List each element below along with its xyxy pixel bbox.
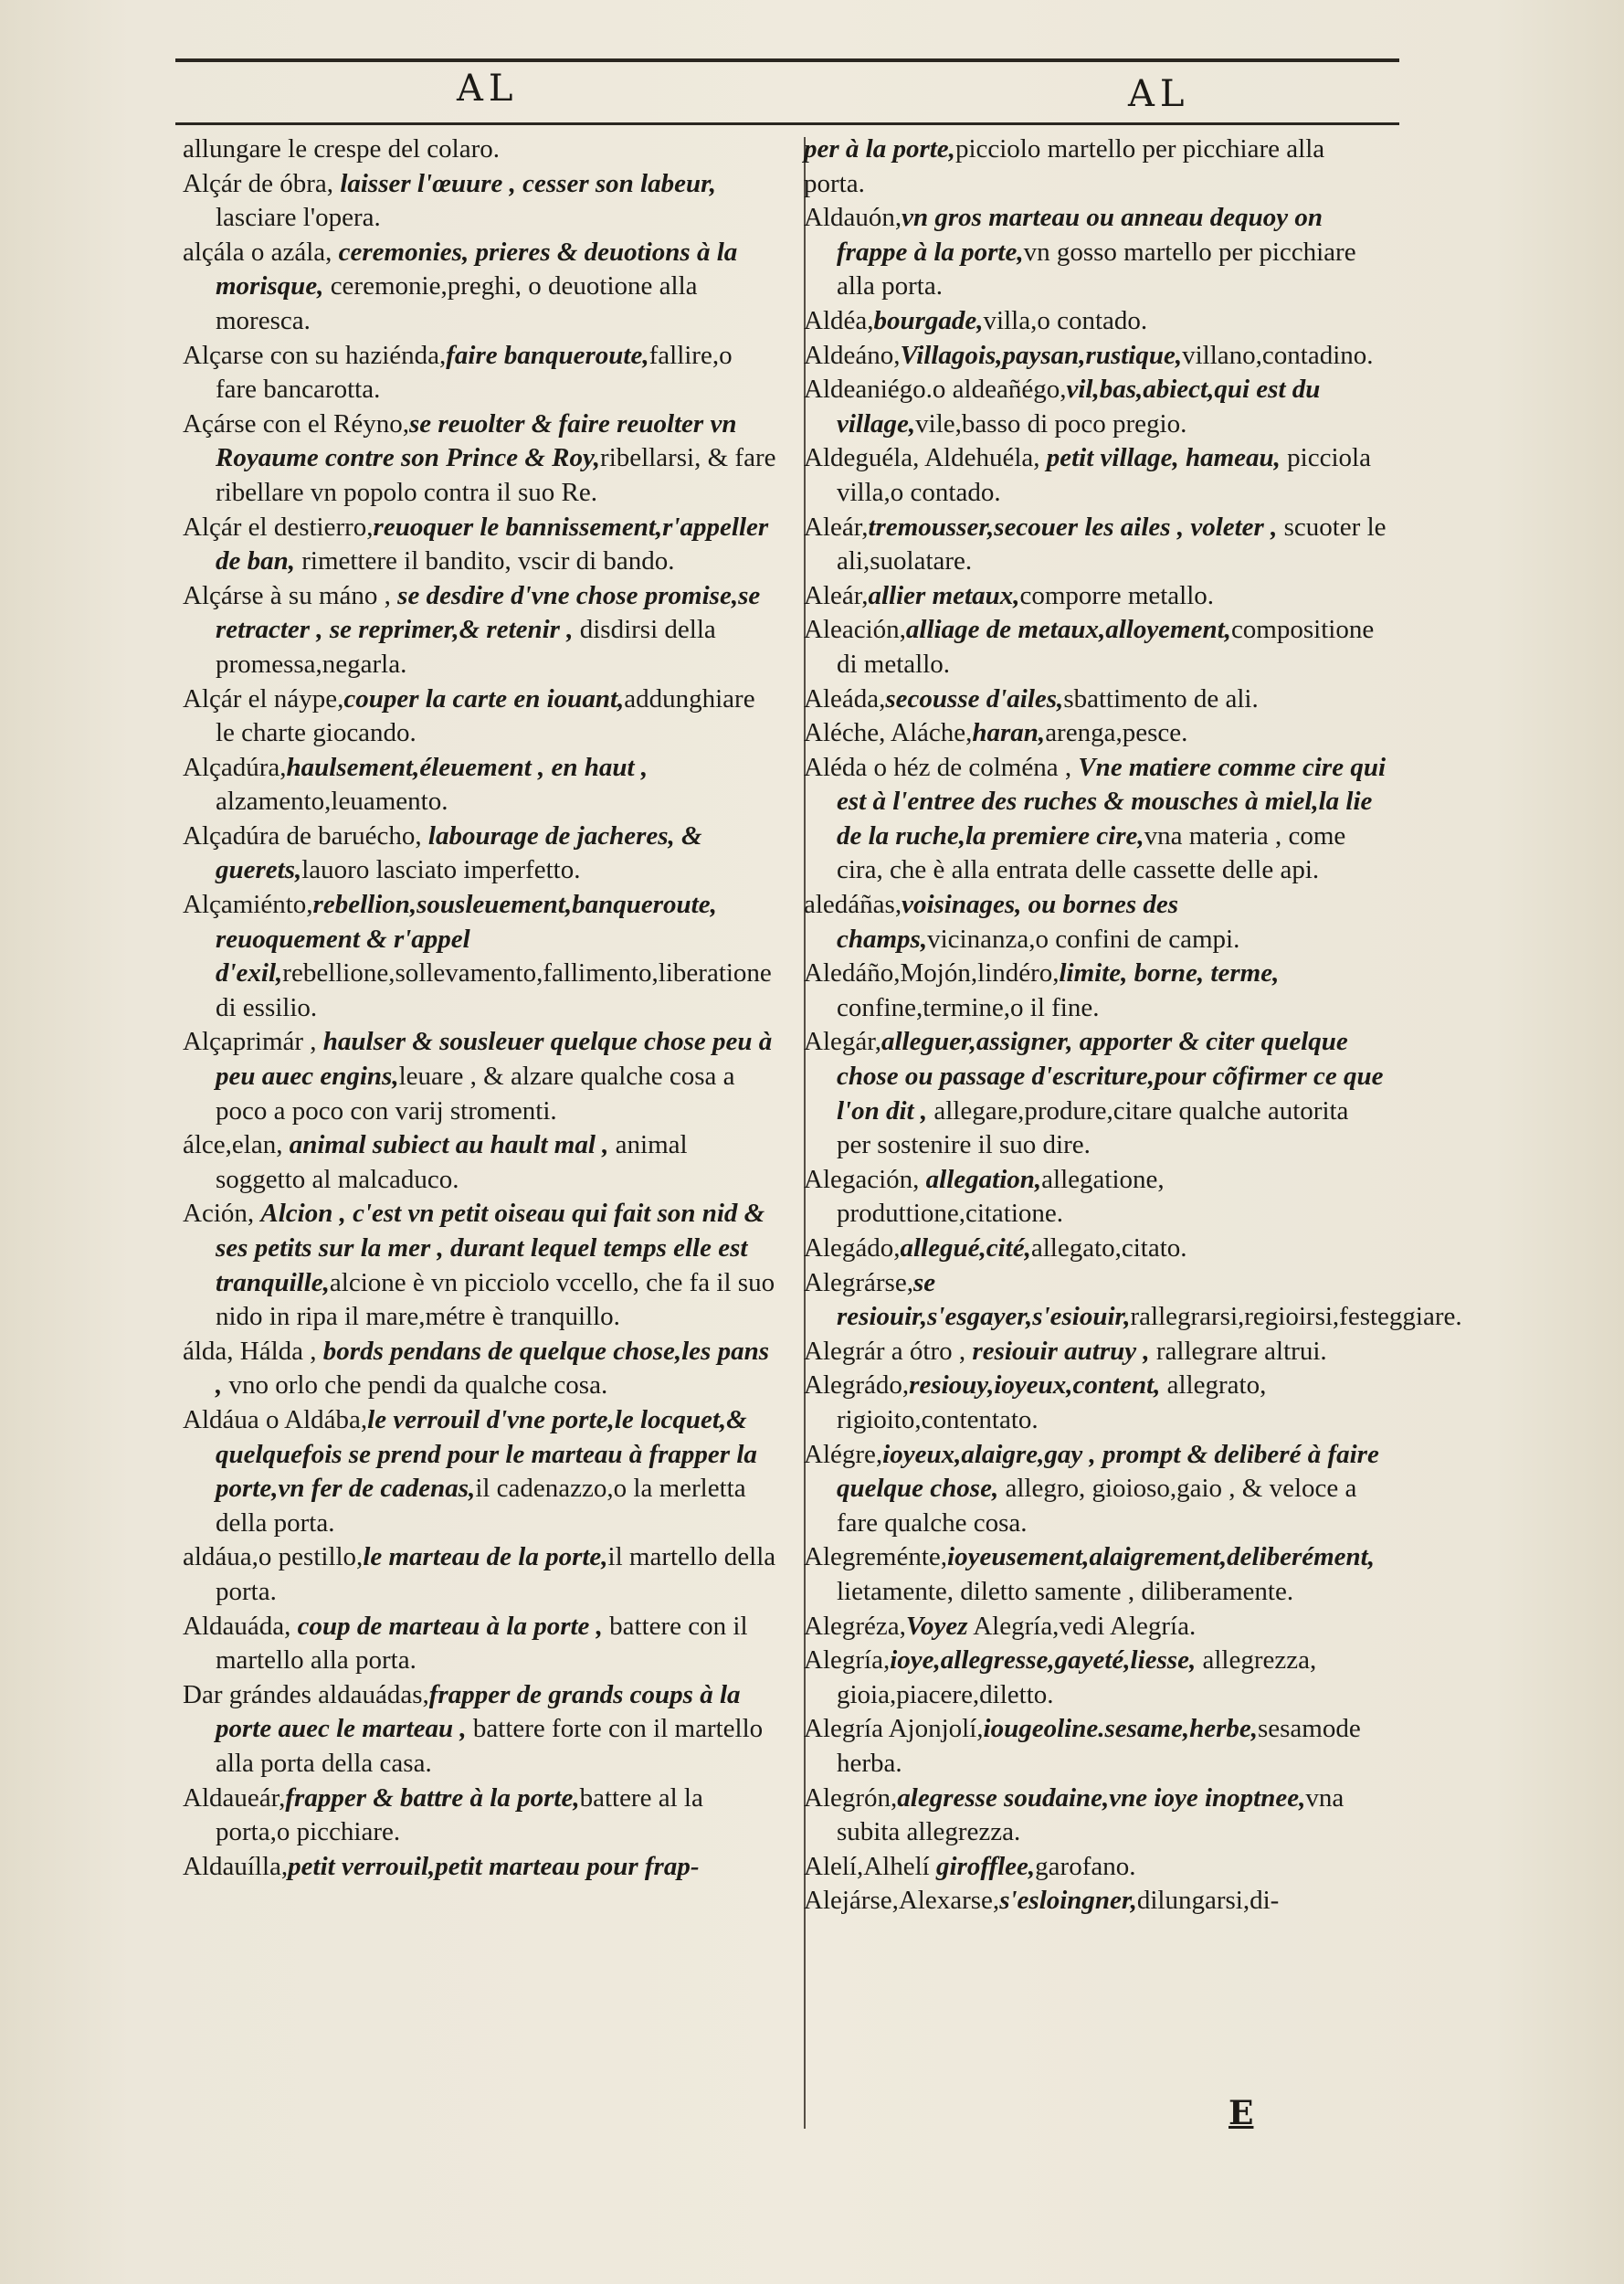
dictionary-entry <box>804 751 1388 888</box>
italian-gloss: il cadenazzo,o la merletta della porta. <box>216 1474 746 1538</box>
dictionary-entry <box>804 682 1388 717</box>
italian-gloss: vile,basso di poco pregio. <box>915 408 1187 439</box>
spanish-headword: Alegrárse, <box>804 1267 913 1297</box>
spanish-headword: Aldauón, <box>804 203 902 233</box>
dictionary-entry <box>183 236 776 339</box>
dictionary-entry <box>804 1369 1388 1437</box>
italian-gloss: rimettere il bandito, vscir di bando. <box>295 546 675 576</box>
french-gloss: ioye,allegresse,gayeté,liesse, <box>890 1645 1197 1676</box>
spanish-headword: Aleación, <box>804 615 906 645</box>
dictionary-entry <box>804 1782 1388 1850</box>
dictionary-entry <box>183 132 776 167</box>
italian-gloss: vna subita allegrezza. <box>837 1782 1345 1847</box>
spanish-headword: Alelí,Alhelí <box>804 1851 936 1881</box>
italian-gloss: il martello della porta. <box>216 1542 776 1606</box>
dictionary-entry <box>183 511 776 579</box>
french-gloss: se desdire d'vne chose promise,se retracter , se reprimer,& retenir , <box>216 580 761 645</box>
dictionary-entry <box>183 1025 776 1128</box>
dictionary-entry <box>183 1540 776 1609</box>
spanish-headword: Aldauílla, <box>183 1851 289 1881</box>
spanish-headword: Alegreménte, <box>804 1542 948 1572</box>
french-gloss: Voyez <box>905 1611 968 1641</box>
italian-gloss: alcione è vn picciolo vccello, che fa il suo nido in ripa il mare,métre è tranquillo. <box>216 1267 775 1332</box>
top-rule <box>175 58 1399 62</box>
running-header-left: AL <box>457 68 519 110</box>
spanish-headword: Aldeguéla, Aldehuéla, <box>804 443 1047 473</box>
italian-gloss: sesamode herba. <box>837 1714 1361 1778</box>
french-gloss: le verrouil d'vne porte,le locquet,& quelquefois se prend pour le marteau à frapper la porte,vn fer de cadenas, <box>216 1404 757 1504</box>
french-gloss: haulser & sousleuer quelque chose peu à peu auec engins, <box>216 1027 773 1092</box>
dictionary-entry <box>804 1438 1388 1541</box>
italian-gloss: rallegrare altrui. <box>1149 1336 1327 1366</box>
french-gloss: bourgade, <box>873 305 984 335</box>
french-gloss: secousse d'ailes, <box>885 683 1064 714</box>
dictionary-entry <box>183 819 776 888</box>
french-gloss: faire banqueroute, <box>446 340 649 370</box>
dictionary-entry <box>183 339 776 407</box>
french-gloss: limite, borne, terme, <box>1059 958 1280 989</box>
french-gloss: rebellion,sousleuement,banqueroute, reuoquement & r'appel d'exil, <box>216 890 717 989</box>
french-gloss: ioyeusement,alaigrement,deliberément, <box>947 1542 1375 1572</box>
spanish-headword: Ación, <box>183 1199 261 1229</box>
dictionary-entry <box>183 1403 776 1540</box>
french-gloss: Alcion , c'est vn petit oiseau qui fait son nid & ses petits sur la mer , durant lequel temps elle est tranquille, <box>216 1199 765 1297</box>
dictionary-entry <box>804 339 1388 374</box>
italian-gloss: animal soggetto al malcaduco. <box>216 1130 688 1194</box>
dictionary-entry <box>804 511 1388 579</box>
french-gloss: girofflee, <box>935 1851 1036 1881</box>
dictionary-entry <box>804 613 1388 682</box>
french-gloss: Villagois,paysan,rustique, <box>900 340 1183 370</box>
italian-gloss: vna materia , come cira, che è alla entrata delle cassette delle api. <box>837 820 1346 885</box>
dictionary-entry <box>804 1884 1388 1919</box>
italian-gloss: fallire,o fare bancarotta. <box>216 340 733 405</box>
italian-gloss: lietamente, diletto samente , diliberamente. <box>837 1576 1294 1606</box>
spanish-headword: Dar grándes aldauádas, <box>183 1679 429 1709</box>
spanish-headword: Aldeaniégo.o aldeañégo, <box>804 375 1067 405</box>
italian-gloss: dilungarsi,di- <box>1136 1886 1280 1916</box>
dictionary-entry <box>183 407 776 511</box>
italian-gloss: battere con il martello alla porta. <box>216 1611 748 1676</box>
dictionary-entry <box>804 373 1388 441</box>
italian-gloss: villano,contadino. <box>1182 340 1374 370</box>
french-gloss: allegué,cité, <box>900 1233 1031 1263</box>
dictionary-entry <box>804 1610 1388 1644</box>
italian-gloss: vno orlo che pendi da qualche cosa. <box>222 1370 608 1401</box>
italian-gloss: battere al la porta,o picchiare. <box>216 1782 703 1847</box>
dictionary-entry <box>183 579 776 682</box>
dictionary-entry <box>183 682 776 751</box>
spanish-headword: Alegréza, <box>804 1611 906 1641</box>
spanish-headword: Alçadúra de baruécho, <box>183 820 428 851</box>
french-gloss: s'esloingner, <box>999 1886 1137 1916</box>
dictionary-entry <box>804 304 1388 339</box>
italian-gloss: allegro, gioioso,gaio , & veloce a fare qualche cosa. <box>837 1474 1357 1538</box>
spanish-headword: aledáñas, <box>804 890 902 920</box>
dictionary-entry <box>804 579 1388 614</box>
dictionary-entry <box>804 1335 1388 1369</box>
spanish-headword: álce,elan, <box>183 1130 290 1160</box>
spanish-headword: Alçarse con su haziénda, <box>183 340 447 370</box>
spanish-headword: Alegrádo, <box>804 1370 910 1401</box>
italian-gloss: allegato,citato. <box>1030 1233 1187 1263</box>
dictionary-entry <box>804 888 1388 957</box>
french-gloss: couper la carte en iouant, <box>343 683 625 714</box>
french-gloss: reuoquer le bannissement,r'appeller de ban, <box>216 512 769 576</box>
spanish-headword: Alegación, <box>804 1164 926 1194</box>
signature-mark: E <box>1229 2094 1254 2132</box>
dictionary-entry <box>804 441 1388 510</box>
spanish-headword: Aléche, Aláche, <box>804 718 973 748</box>
italian-gloss: allegare,produre,citare qualche autorita per sostenire il suo dire. <box>837 1095 1349 1160</box>
dictionary-entry <box>804 716 1388 751</box>
french-gloss: ceremonies, prieres & deuotions à la morisque, <box>216 237 738 301</box>
french-gloss: alegresse soudaine,vne ioye inoptnee, <box>897 1782 1306 1813</box>
italian-gloss: villa,o contado. <box>983 305 1148 335</box>
spanish-headword: Alegádo, <box>804 1233 901 1263</box>
left-column <box>183 132 776 1884</box>
spanish-headword: álda, Hálda , <box>183 1336 323 1366</box>
spanish-headword: Alejárse,Alexarse, <box>804 1886 1000 1916</box>
italian-gloss: ceremonie,preghi, o deuotione alla moresca. <box>216 271 698 335</box>
italian-gloss: allegrezza, gioia,piacere,diletto. <box>837 1645 1317 1709</box>
dictionary-entry <box>804 1163 1388 1232</box>
french-gloss: vn gros marteau ou anneau dequoy on frappe à la porte, <box>837 203 1323 267</box>
french-gloss: coup de marteau à la porte , <box>297 1611 603 1641</box>
right-column <box>804 132 1462 1919</box>
italian-gloss: allegatione, produttione,citatione. <box>837 1164 1165 1229</box>
french-gloss: iougeoline.sesame,herbe, <box>983 1714 1258 1744</box>
italian-gloss: leuare , & alzare qualche cosa a poco a poco con varij stromenti. <box>216 1062 735 1126</box>
french-gloss: per à la porte, <box>804 134 955 164</box>
italian-gloss: picciolo martello per picchiare alla porta. <box>804 134 1325 198</box>
dictionary-entry <box>183 1610 776 1678</box>
spanish-headword: Aléda o héz de colména , <box>804 752 1079 782</box>
dictionary-entry <box>804 1540 1388 1609</box>
italian-gloss: battere forte con il martello alla porta della casa. <box>216 1714 764 1778</box>
dictionary-entry <box>183 751 776 819</box>
italian-gloss: rallegrarsi,regioirsi,festeggiare. <box>1130 1302 1462 1332</box>
spanish-headword: Alegár, <box>804 1027 881 1057</box>
spanish-headword: Aldaueár, <box>183 1782 286 1813</box>
italian-gloss: allegrato, rigioito,contentato. <box>837 1370 1267 1434</box>
french-gloss: le marteau de la porte, <box>363 1542 608 1572</box>
french-gloss: allegation, <box>925 1164 1042 1194</box>
french-gloss: haulsement,éleuement , en haut , <box>286 752 649 782</box>
spanish-headword: Açárse con el Réyno, <box>183 408 410 439</box>
dictionary-entry <box>183 167 776 236</box>
italian-gloss: alzamento,leuamento. <box>216 787 448 817</box>
italian-gloss: vn gosso martello per picchiare alla porta. <box>837 237 1356 301</box>
dictionary-entry <box>183 1335 776 1403</box>
french-gloss: voisinages, ou bornes des champs, <box>837 890 1179 954</box>
spanish-headword: Alégre, <box>804 1439 883 1469</box>
french-gloss: resiouir autruy , <box>972 1336 1150 1366</box>
french-gloss: vil,bas,abiect,qui est du village, <box>837 375 1321 439</box>
dictionary-entry <box>804 132 1388 201</box>
spanish-headword: Alegrón, <box>804 1782 898 1813</box>
italian-gloss: sbattimento de ali. <box>1063 683 1259 714</box>
spanish-headword: Alçár el náype, <box>183 683 344 714</box>
french-gloss: laisser l'œuure , cesser son labeur, <box>340 168 717 198</box>
french-gloss: haran, <box>972 718 1046 748</box>
header-rule <box>175 122 1399 125</box>
italian-gloss: lasciare l'opera. <box>216 203 381 233</box>
spanish-headword: Alçár de óbra, <box>183 168 341 198</box>
dictionary-entry <box>183 888 776 1025</box>
french-gloss: Vne matiere comme cire qui est à l'entree des ruches & mousches à miel,la lie de la ruche,la premiere cire, <box>837 752 1387 851</box>
dictionary-entry <box>804 957 1388 1025</box>
french-gloss: alleguer,assigner, apporter & citer quelque chose ou passage d'escriture,pour cõfirmer ce que l'on dit , <box>837 1027 1384 1126</box>
spanish-headword: Aldáua o Aldába, <box>183 1404 368 1434</box>
dictionary-entry <box>804 1025 1388 1162</box>
french-gloss: frapper & battre à la porte, <box>285 1782 580 1813</box>
italian-gloss: lauoro lasciato imperfetto. <box>301 855 581 885</box>
french-gloss: frapper de grands coups à la porte auec le marteau , <box>216 1679 741 1744</box>
french-gloss: labourage de jacheres, & guerets, <box>216 820 702 885</box>
spanish-headword: Alegría, <box>804 1645 891 1676</box>
italian-gloss: addunghiare le charte giocando. <box>216 683 755 748</box>
spanish-headword: Alçaprimár , <box>183 1027 323 1057</box>
french-gloss: se reuolter & faire reuolter vn Royaume contre son Prince & Roy, <box>216 408 737 473</box>
spanish-headword: Aleár, <box>804 580 869 610</box>
spanish-headword: alçála o azála, <box>183 237 339 267</box>
spanish-headword: Aldéa, <box>804 305 874 335</box>
italian-gloss: rebellione,sollevamento,fallimento,liberatione di essilio. <box>216 958 772 1022</box>
running-header-right: AL <box>1128 73 1190 115</box>
spanish-headword: Alçár el destierro, <box>183 512 374 542</box>
french-gloss: petit village, hameau, <box>1046 443 1281 473</box>
italian-gloss: compositione di metallo. <box>837 615 1375 679</box>
dictionary-entry <box>804 1266 1462 1335</box>
italian-gloss: arenga,pesce. <box>1045 718 1188 748</box>
french-gloss: allier metaux, <box>868 580 1020 610</box>
french-gloss: bords pendans de quelque chose,les pans , <box>216 1336 769 1401</box>
french-gloss: se resiouir,s'esgayer,s'esiouir, <box>837 1267 1131 1332</box>
dictionary-entry <box>183 1678 776 1782</box>
spanish-headword: Aledáño,Mojón,lindéro, <box>804 958 1060 989</box>
italian-gloss: Alegría,vedi Alegría. <box>967 1611 1197 1641</box>
spanish-headword: Alçadúra, <box>183 752 287 782</box>
french-gloss: animal subiect au hault mal , <box>289 1130 609 1160</box>
italian-gloss: picciola villa,o contado. <box>837 443 1371 507</box>
dictionary-entry <box>804 201 1388 304</box>
italian-gloss: allungare le crespe del colaro. <box>183 134 501 164</box>
french-gloss: resiouy,ioyeux,content, <box>909 1370 1161 1401</box>
italian-gloss: vicinanza,o confini de campi. <box>927 924 1240 954</box>
dictionary-entry <box>804 1850 1388 1885</box>
italian-gloss: comporre metallo. <box>1019 580 1215 610</box>
french-gloss: tremousser,secouer les ailes , voleter , <box>868 512 1278 542</box>
italian-gloss: garofano. <box>1035 1851 1136 1881</box>
french-gloss: petit verrouil,petit marteau pour frap- <box>288 1851 700 1881</box>
dictionary-entry <box>183 1782 776 1850</box>
dictionary-entry <box>804 1232 1388 1266</box>
spanish-headword: Aldeáno, <box>804 340 901 370</box>
italian-gloss: ribellarsi, & fare ribellare vn popolo contra il suo Re. <box>216 443 776 507</box>
spanish-headword: Alçamiénto, <box>183 890 313 920</box>
spanish-headword: aldáua,o pestillo, <box>183 1542 364 1572</box>
spanish-headword: Aleáda, <box>804 683 886 714</box>
italian-gloss: confine,termine,o il fine. <box>837 992 1100 1022</box>
italian-gloss: disdirsi della promessa,negarla. <box>216 615 716 679</box>
dictionary-entry <box>183 1128 776 1197</box>
spanish-headword: Alçárse à su máno , <box>183 580 398 610</box>
dictionary-entry <box>183 1197 776 1334</box>
french-gloss: ioyeux,alaigre,gay , prompt & deliberé à faire quelque chose, <box>837 1439 1379 1504</box>
spanish-headword: Aleár, <box>804 512 869 542</box>
spanish-headword: Alegría Ajonjolí, <box>804 1714 984 1744</box>
dictionary-entry <box>804 1712 1388 1781</box>
dictionary-entry <box>183 1850 776 1885</box>
italian-gloss: scuoter le ali,suolatare. <box>837 512 1387 576</box>
spanish-headword: Alegrár a ótro , <box>804 1336 973 1366</box>
french-gloss: alliage de metaux,alloyement, <box>905 615 1231 645</box>
dictionary-entry <box>804 1644 1388 1712</box>
spanish-headword: Aldauáda, <box>183 1611 298 1641</box>
